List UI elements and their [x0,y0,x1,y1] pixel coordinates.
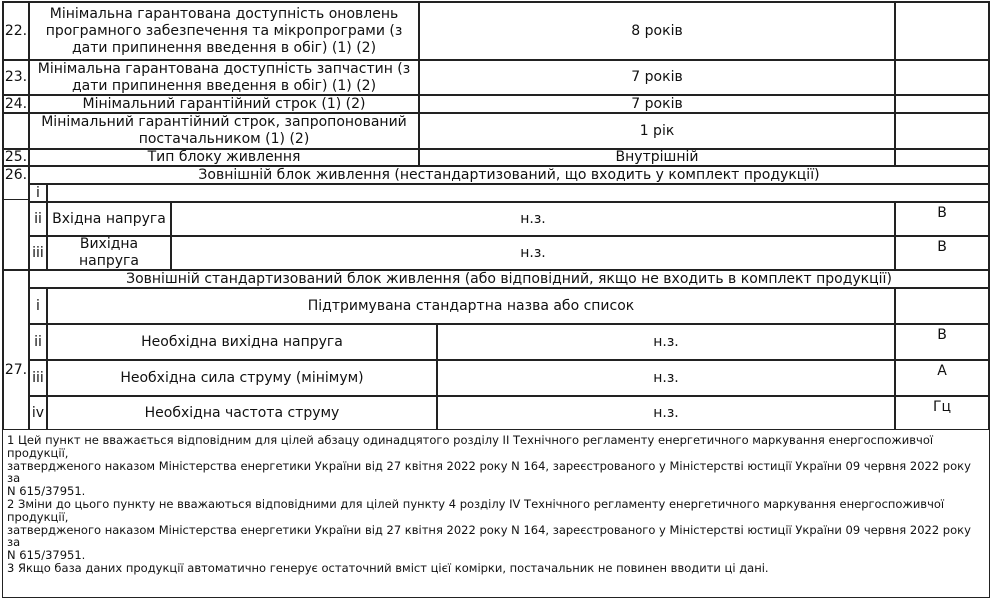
sub-index: iii [29,236,47,270]
sub-value: н.з. [437,396,895,430]
sub-label: Необхідна частота струму [47,396,437,430]
footnote-line: 2 Зміни до цього пункту не вважаються відповідними для цілей пункту 4 розділу IV Технічного регламенту енергетичного маркування енергоспоживчої продукції, [7,496,945,524]
row-number: 25. [4,149,28,165]
row-number: 24. [4,95,28,112]
sub-index: i [29,288,47,324]
row-value: Внутрішній [419,149,895,166]
footnote-line: N 615/37951. [7,548,86,563]
row-value: 1 рік [419,113,895,149]
row-unit [895,95,989,113]
row-label: Мінімальний гарантійний строк (1) (2) [29,95,419,113]
sub-index: iv [29,396,47,430]
sub-unit [895,288,989,324]
row-number-span [3,200,29,270]
sub-unit: В [895,202,989,236]
footnote-line: 3 Якщо база даних продукції автоматично генерує остаточний вміст цієї комірки, постачальник не повинен вводити ці дані. [7,560,769,575]
row-value: 7 років [419,60,895,95]
sub-label: Необхідна сила струму (мінімум) [47,360,437,396]
row-number: 27. [3,270,29,430]
row-number: 26. [3,166,29,200]
row-value: 7 років [419,95,895,113]
sub-index: iii [29,360,47,396]
sub-label: Підтримувана стандартна назва або список [47,288,895,324]
row-unit [895,60,989,95]
sub-unit: Гц [895,396,989,430]
sub-value: н.з. [171,236,895,270]
row-number: 23. [3,60,29,95]
row-label: Мінімальна гарантована доступність оновлень програмного забезпечення та мікропрограми (з дати припинення введення в обіг) (1) (2) [29,2,419,60]
sub-value: н.з. [437,324,895,360]
footnotes [3,432,989,577]
footnote-line: N 615/37951. [7,484,86,499]
row-number: 22. [3,2,29,60]
sub-index: ii [29,324,47,360]
section-header: Зовнішній блок живлення (нестандартизований, що входить у комплект продукції) [29,166,989,184]
row-unit [895,113,989,149]
sub-value: н.з. [437,360,895,396]
row-label: Мінімальна гарантована доступність запчастин (з дати припинення введення в обіг) (1) (2) [29,60,419,95]
row-label: Мінімальний гарантійний строк, запропонований постачальником (1) (2) [29,113,419,149]
sub-value: н.з. [171,202,895,236]
sub-unit: В [895,324,989,360]
row-unit [895,2,989,60]
footnote-line: 1 Цей пункт не вважається відповідним для цілей абзацу одинадцятого розділу II Технічного регламенту енергетичного маркування енергоспоживчої продукції, [7,433,934,460]
footnote-line: затвердженого наказом Міністерства енергетики України від 27 квітня 2022 року N 164, зареєстрованого у Міністерстві юстиції України 09 червня 2022 року за [7,522,971,550]
sub-index: i [29,184,47,202]
sub-label: Вихідна напруга [47,236,171,270]
footnote-line: затвердженого наказом Міністерства енергетики України від 27 квітня 2022 року N 164, зареєстрованого у Міністерстві юстиції України 09 червня 2022 року за [7,458,971,486]
product-info-sheet [2,1,990,598]
sub-index: ii [29,202,47,236]
row-value: 8 років [419,2,895,60]
row-number [3,113,29,149]
row-unit [895,149,989,166]
row-label: Тип блоку живлення [29,149,419,166]
sub-label: Необхідна вихідна напруга [47,324,437,360]
sub-label: Вхідна напруга [47,202,171,236]
sub-label [47,184,989,202]
sub-unit: А [895,360,989,396]
sub-unit: В [895,236,989,270]
section-header: Зовнішній стандартизований блок живлення (або відповідний, якщо не входить в комплект продукції) [29,270,989,288]
